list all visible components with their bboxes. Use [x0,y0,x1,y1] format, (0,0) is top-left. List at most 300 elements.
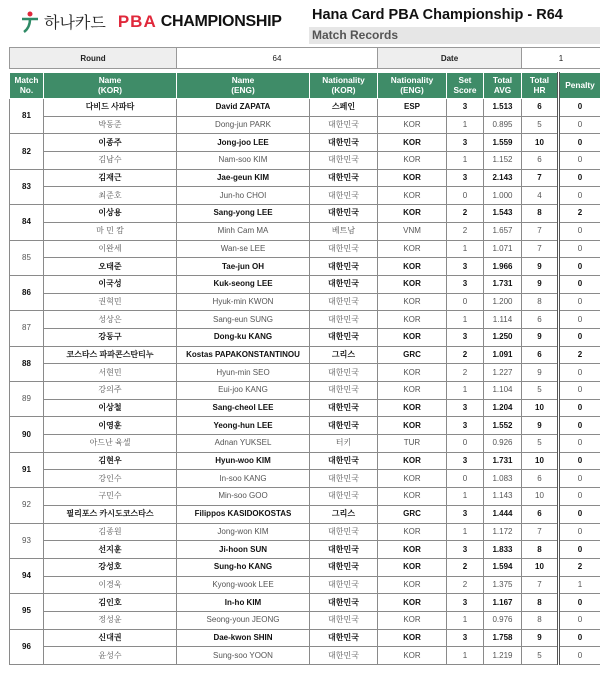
cell-penalty: 0 [559,647,600,665]
cell-nationality-eng: KOR [378,576,447,594]
table-row [10,240,600,258]
cell-name-eng: Tae-jun OH [177,258,310,276]
cell-total-avg: 1.152 [484,152,522,170]
cell-nationality-eng: KOR [378,470,447,488]
cell-total-hr: 10 [522,399,559,417]
cell-total-avg: 1.204 [484,399,522,417]
cell-total-hr: 6 [522,470,559,488]
pba-logo [20,10,282,33]
cell-set-score: 2 [447,222,484,240]
cell-set-score: 3 [447,134,484,152]
cell-name-kor: 김현우 [44,452,177,470]
cell-name-kor: 김남수 [44,152,177,170]
table-row [10,452,600,470]
cell-penalty: 0 [559,152,600,170]
cell-penalty: 0 [559,435,600,453]
match-number: 95 [10,594,44,629]
column-header-match-no: Match No. [10,73,44,99]
logo-korean: 하나카드 [44,15,106,32]
cell-total-avg: 1.071 [484,240,522,258]
cell-name-eng: Sang-eun SUNG [177,311,310,329]
cell-name-kor: 아드난 육셀 [44,435,177,453]
cell-penalty: 0 [559,505,600,523]
cell-total-hr: 10 [522,558,559,576]
cell-name-kor: 정성윤 [44,611,177,629]
match-number: 96 [10,629,44,664]
cell-nationality-kor: 터키 [310,435,378,453]
cell-total-avg: 1.375 [484,576,522,594]
cell-total-hr: 7 [522,169,559,187]
cell-total-avg: 1.657 [484,222,522,240]
cell-penalty: 0 [559,541,600,559]
cell-total-hr: 9 [522,275,559,293]
cell-set-score: 2 [447,558,484,576]
cell-total-hr: 6 [522,99,559,117]
cell-nationality-eng: KOR [378,541,447,559]
cell-total-hr: 7 [522,523,559,541]
table-row [10,187,600,205]
cell-penalty: 0 [559,488,600,506]
table-row [10,505,600,523]
cell-nationality-kor: 대한민국 [310,523,378,541]
cell-name-kor: 이경욱 [44,576,177,594]
cell-penalty: 2 [559,205,600,223]
cell-nationality-eng: KOR [378,364,447,382]
cell-name-kor: 윤성수 [44,647,177,665]
cell-nationality-eng: KOR [378,169,447,187]
cell-total-avg: 0.926 [484,435,522,453]
cell-set-score: 2 [447,364,484,382]
cell-name-eng: Jong-joo LEE [177,134,310,152]
cell-nationality-eng: KOR [378,417,447,435]
cell-set-score: 3 [447,417,484,435]
cell-set-score: 3 [447,629,484,647]
match-number: 82 [10,134,44,169]
cell-nationality-kor: 대한민국 [310,576,378,594]
cell-penalty: 0 [559,470,600,488]
cell-total-hr: 10 [522,488,559,506]
cell-total-avg: 1.172 [484,523,522,541]
cell-nationality-eng: KOR [378,187,447,205]
cell-nationality-eng: KOR [378,629,447,647]
cell-name-eng: Sang-yong LEE [177,205,310,223]
cell-nationality-kor: 그리스 [310,346,378,364]
cell-total-avg: 1.444 [484,505,522,523]
cell-name-kor: 구민수 [44,488,177,506]
table-row [10,205,600,223]
table-row [10,275,600,293]
cell-total-hr: 6 [522,346,559,364]
cell-nationality-kor: 대한민국 [310,594,378,612]
cell-penalty: 0 [559,275,600,293]
cell-nationality-eng: KOR [378,594,447,612]
cell-penalty: 0 [559,134,600,152]
cell-total-avg: 1.104 [484,382,522,400]
cell-set-score: 1 [447,152,484,170]
match-number: 87 [10,311,44,346]
round-value: 64 [177,48,378,69]
cell-nationality-kor: 대한민국 [310,311,378,329]
cell-penalty: 0 [559,417,600,435]
match-number: 93 [10,523,44,558]
cell-nationality-kor: 대한민국 [310,382,378,400]
cell-nationality-kor: 대한민국 [310,488,378,506]
cell-set-score: 1 [447,647,484,665]
cell-name-eng: Sung-soo YOON [177,647,310,665]
page-title: Hana Card PBA Championship - R64 [312,7,563,23]
cell-name-eng: Dong-ku KANG [177,328,310,346]
cell-total-avg: 1.543 [484,205,522,223]
cell-nationality-kor: 대한민국 [310,187,378,205]
cell-name-eng: Seong-youn JEONG [177,611,310,629]
cell-name-kor: 코스타스 파파콘스탄티누 [44,346,177,364]
page-subtitle: Match Records [309,27,600,44]
cell-nationality-kor: 그리스 [310,505,378,523]
cell-nationality-kor: 대한민국 [310,169,378,187]
cell-name-kor: 강성호 [44,558,177,576]
cell-name-kor: 신대권 [44,629,177,647]
cell-total-avg: 1.219 [484,647,522,665]
cell-nationality-eng: KOR [378,399,447,417]
table-row [10,523,600,541]
cell-penalty: 0 [559,328,600,346]
cell-total-avg: 1.552 [484,417,522,435]
table-row [10,116,600,134]
cell-set-score: 0 [447,435,484,453]
cell-penalty: 0 [559,382,600,400]
cell-nationality-kor: 대한민국 [310,452,378,470]
column-header-name-eng: Name (ENG) [177,73,310,99]
cell-name-kor: 이종주 [44,134,177,152]
cell-name-kor: 선지훈 [44,541,177,559]
cell-nationality-kor: 대한민국 [310,470,378,488]
cell-nationality-kor: 대한민국 [310,541,378,559]
cell-name-eng: Adnan YUKSEL [177,435,310,453]
cell-name-kor: 이상철 [44,399,177,417]
cell-nationality-eng: KOR [378,382,447,400]
cell-name-eng: Hyuk-min KWON [177,293,310,311]
cell-total-hr: 10 [522,134,559,152]
cell-name-eng: Sung-ho KANG [177,558,310,576]
cell-nationality-kor: 대한민국 [310,258,378,276]
match-number: 90 [10,417,44,452]
table-row [10,134,600,152]
table-row [10,541,600,559]
cell-nationality-kor: 대한민국 [310,558,378,576]
match-number: 92 [10,488,44,523]
column-header-total-avg: Total AVG [484,73,522,99]
cell-total-avg: 2.143 [484,169,522,187]
cell-nationality-eng: KOR [378,240,447,258]
cell-nationality-kor: 대한민국 [310,611,378,629]
match-number: 83 [10,169,44,204]
cell-penalty: 0 [559,99,600,117]
cell-set-score: 3 [447,328,484,346]
cell-name-kor: 김종원 [44,523,177,541]
cell-name-kor: 이완세 [44,240,177,258]
logo-championship: CHAMPIONSHIP [160,12,282,30]
cell-total-hr: 6 [522,505,559,523]
cell-name-kor: 최준호 [44,187,177,205]
cell-name-eng: Jong-won KIM [177,523,310,541]
cell-total-avg: 1.227 [484,364,522,382]
table-row [10,328,600,346]
cell-name-kor: 강동구 [44,328,177,346]
cell-nationality-kor: 베트남 [310,222,378,240]
cell-name-kor: 권혁민 [44,293,177,311]
cell-set-score: 3 [447,452,484,470]
cell-set-score: 3 [447,594,484,612]
table-row [10,629,600,647]
cell-total-hr: 8 [522,594,559,612]
cell-total-avg: 1.594 [484,558,522,576]
cell-total-avg: 1.758 [484,629,522,647]
cell-name-eng: Jun-ho CHOI [177,187,310,205]
cell-set-score: 1 [447,116,484,134]
cell-nationality-eng: KOR [378,134,447,152]
cell-nationality-kor: 대한민국 [310,417,378,435]
cell-total-hr: 9 [522,258,559,276]
cell-name-eng: In-soo KANG [177,470,310,488]
table-row [10,293,600,311]
cell-penalty: 0 [559,629,600,647]
cell-total-hr: 5 [522,382,559,400]
cell-nationality-eng: KOR [378,293,447,311]
cell-name-eng: Min-soo GOO [177,488,310,506]
cell-penalty: 0 [559,523,600,541]
cell-name-eng: Kyong-wook LEE [177,576,310,594]
cell-set-score: 3 [447,399,484,417]
cell-nationality-kor: 대한민국 [310,116,378,134]
date-value: 1 [522,48,600,69]
cell-name-kor: 오태준 [44,258,177,276]
date-label: Date [378,48,522,69]
cell-set-score: 1 [447,488,484,506]
match-records-table [9,72,600,665]
cell-name-eng: Minh Cam MA [177,222,310,240]
cell-name-eng: David ZAPATA [177,99,310,117]
cell-total-hr: 10 [522,452,559,470]
cell-penalty: 0 [559,169,600,187]
cell-nationality-eng: VNM [378,222,447,240]
cell-set-score: 1 [447,611,484,629]
cell-name-eng: Nam-soo KIM [177,152,310,170]
column-header-total-hr: Total HR [522,73,559,99]
cell-total-avg: 1.200 [484,293,522,311]
cell-name-kor: 필리포스 카시도코스타스 [44,505,177,523]
cell-set-score: 1 [447,382,484,400]
cell-total-avg: 0.895 [484,116,522,134]
cell-name-eng: Sang-cheol LEE [177,399,310,417]
match-number: 89 [10,382,44,417]
table-row [10,399,600,417]
hana-logo-icon [20,11,40,33]
cell-nationality-eng: KOR [378,258,447,276]
cell-set-score: 0 [447,187,484,205]
cell-total-hr: 8 [522,205,559,223]
cell-name-kor: 강인수 [44,470,177,488]
cell-total-avg: 1.559 [484,134,522,152]
logo-pba: PBA [117,11,157,31]
match-number: 85 [10,240,44,275]
cell-total-hr: 4 [522,187,559,205]
cell-name-kor: 이국성 [44,275,177,293]
table-row [10,417,600,435]
cell-total-hr: 5 [522,116,559,134]
cell-penalty: 0 [559,258,600,276]
cell-name-eng: Filippos KASIDOKOSTAS [177,505,310,523]
cell-nationality-kor: 대한민국 [310,293,378,311]
round-info-table [9,47,600,69]
cell-total-hr: 9 [522,328,559,346]
table-row [10,382,600,400]
cell-total-hr: 7 [522,222,559,240]
cell-nationality-eng: KOR [378,558,447,576]
cell-total-avg: 1.250 [484,328,522,346]
cell-total-hr: 8 [522,611,559,629]
table-row [10,594,600,612]
cell-penalty: 0 [559,293,600,311]
cell-set-score: 2 [447,576,484,594]
table-row [10,576,600,594]
cell-penalty: 0 [559,222,600,240]
match-number: 81 [10,99,44,134]
cell-total-avg: 1.000 [484,187,522,205]
cell-nationality-kor: 대한민국 [310,134,378,152]
column-header-set-score: Set Score [447,73,484,99]
cell-set-score: 0 [447,293,484,311]
table-row [10,647,600,665]
cell-nationality-kor: 대한민국 [310,205,378,223]
cell-name-eng: Yeong-hun LEE [177,417,310,435]
round-label: Round [10,48,177,69]
cell-set-score: 1 [447,523,484,541]
cell-set-score: 3 [447,541,484,559]
table-row [10,258,600,276]
cell-total-avg: 1.167 [484,594,522,612]
match-number: 88 [10,346,44,381]
cell-penalty: 2 [559,346,600,364]
cell-set-score: 3 [447,275,484,293]
cell-penalty: 0 [559,240,600,258]
cell-total-avg: 0.976 [484,611,522,629]
cell-name-eng: Ji-hoon SUN [177,541,310,559]
cell-nationality-eng: KOR [378,452,447,470]
cell-nationality-kor: 대한민국 [310,629,378,647]
cell-name-kor: 박동준 [44,116,177,134]
cell-penalty: 0 [559,611,600,629]
match-number: 84 [10,205,44,240]
cell-name-kor: 이상용 [44,205,177,223]
cell-name-kor: 김재근 [44,169,177,187]
cell-penalty: 0 [559,187,600,205]
cell-penalty: 2 [559,558,600,576]
cell-total-avg: 1.731 [484,275,522,293]
cell-name-kor: 김인호 [44,594,177,612]
cell-total-avg: 1.966 [484,258,522,276]
table-row [10,611,600,629]
cell-penalty: 1 [559,576,600,594]
cell-name-kor: 서현민 [44,364,177,382]
cell-nationality-eng: KOR [378,523,447,541]
cell-name-kor: 성상은 [44,311,177,329]
cell-penalty: 0 [559,594,600,612]
cell-penalty: 0 [559,116,600,134]
cell-name-kor: 다비드 사파타 [44,99,177,117]
cell-nationality-eng: KOR [378,647,447,665]
match-number: 91 [10,452,44,487]
cell-total-avg: 1.143 [484,488,522,506]
cell-total-avg: 1.114 [484,311,522,329]
cell-nationality-kor: 대한민국 [310,240,378,258]
table-row [10,488,600,506]
cell-total-avg: 1.083 [484,470,522,488]
cell-name-eng: Hyun-woo KIM [177,452,310,470]
table-row [10,169,600,187]
match-number: 94 [10,558,44,593]
table-row [10,364,600,382]
cell-total-hr: 9 [522,364,559,382]
cell-total-hr: 7 [522,576,559,594]
cell-total-avg: 1.513 [484,99,522,117]
cell-name-eng: In-ho KIM [177,594,310,612]
cell-nationality-eng: KOR [378,275,447,293]
cell-nationality-eng: ESP [378,99,447,117]
cell-nationality-eng: KOR [378,205,447,223]
cell-nationality-eng: KOR [378,488,447,506]
cell-nationality-eng: GRC [378,505,447,523]
cell-name-eng: Dae-kwon SHIN [177,629,310,647]
cell-total-hr: 9 [522,629,559,647]
cell-total-hr: 7 [522,240,559,258]
cell-set-score: 0 [447,470,484,488]
table-row [10,558,600,576]
cell-total-avg: 1.091 [484,346,522,364]
cell-nationality-kor: 대한민국 [310,275,378,293]
cell-penalty: 0 [559,311,600,329]
cell-name-eng: Jae-geun KIM [177,169,310,187]
cell-name-kor: 마 민 캄 [44,222,177,240]
table-row [10,152,600,170]
cell-set-score: 1 [447,311,484,329]
cell-nationality-eng: KOR [378,611,447,629]
cell-nationality-eng: KOR [378,328,447,346]
cell-nationality-kor: 대한민국 [310,647,378,665]
cell-total-avg: 1.731 [484,452,522,470]
cell-set-score: 3 [447,99,484,117]
table-row [10,346,600,364]
cell-set-score: 3 [447,169,484,187]
cell-total-hr: 8 [522,293,559,311]
cell-total-hr: 6 [522,311,559,329]
cell-name-eng: Kostas PAPAKONSTANTINOU [177,346,310,364]
cell-name-eng: Eui-joo KANG [177,382,310,400]
cell-total-hr: 6 [522,152,559,170]
column-header-nationality-eng: Nationality (ENG) [378,73,447,99]
cell-set-score: 1 [447,240,484,258]
table-row [10,222,600,240]
cell-nationality-eng: GRC [378,346,447,364]
cell-name-eng: Kuk-seong LEE [177,275,310,293]
cell-nationality-eng: TUR [378,435,447,453]
cell-nationality-kor: 스페인 [310,99,378,117]
column-header-nationality-kor: Nationality (KOR) [310,73,378,99]
cell-penalty: 0 [559,364,600,382]
cell-nationality-eng: KOR [378,152,447,170]
cell-nationality-kor: 대한민국 [310,152,378,170]
cell-nationality-kor: 대한민국 [310,364,378,382]
cell-total-hr: 5 [522,435,559,453]
